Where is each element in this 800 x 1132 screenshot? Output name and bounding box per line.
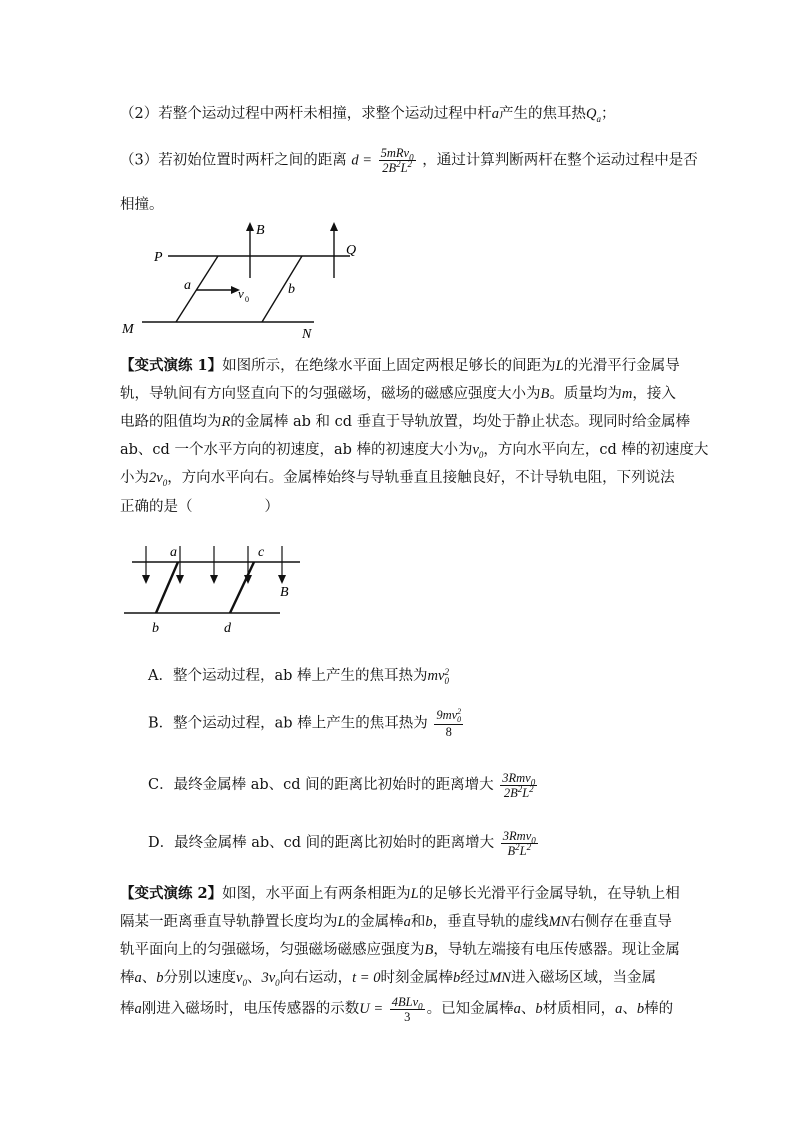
variant-1-line-1: 【变式演练 1】如图所示，在绝缘水平面上固定两根足够长的间距为L的光滑平行金属导 <box>120 357 680 374</box>
option-a[interactable]: A．整个运动过程，ab 棒上产生的焦耳热为mv 2 0 <box>148 666 449 686</box>
label-a: a <box>170 545 177 560</box>
variant-1-line-4: ab、cd 一个水平方向的初速度，ab 棒的初速度大小为$v_0$，方向水平向左，cd 棒的初速度大 <box>120 442 709 460</box>
option-b[interactable]: B．整个运动过程，ab 棒上产生的焦耳热为 9mv 2 0 8 <box>148 707 462 740</box>
question-3-continued: 相撞。 <box>120 197 164 213</box>
label-P: P <box>154 250 163 265</box>
figure-rails-diagram <box>118 218 378 348</box>
label-b: b <box>152 621 159 636</box>
rod-ab <box>156 562 178 613</box>
rod-cd <box>230 562 254 613</box>
variant-1-line-2: 轨，导轨间有方向竖直向下的匀强磁场，磁场的磁感应强度大小为B。质量均为m，接入 <box>120 386 676 402</box>
label-c: c <box>258 545 265 560</box>
variant-1-line-5: 小为$2v_0$，方向水平向右。金属棒始终与导轨垂直且接触良好，不计导轨电阻，下列说法 <box>120 470 675 488</box>
variant-1-line-3: 电路的阻值均为R的金属棒 ab 和 cd 垂直于导轨放置，均处于静止状态。现同时给金属棒 <box>120 414 691 430</box>
variant-1-line-6: 正确的是（ ） <box>120 499 279 515</box>
label-a: a <box>184 278 191 293</box>
label-N: N <box>302 327 312 342</box>
figure-rods-diagram <box>120 540 310 640</box>
label-B: B <box>280 585 289 600</box>
label-d: d <box>224 621 231 636</box>
variant-2-line-1: 【变式演练 2】如图，水平面上有两条相距为L的足够长光滑平行金属导轨，在导轨上相 <box>120 885 680 902</box>
variant-2-line-2: 隔某一距离垂直导轨静置长度均为L的金属棒a和b，垂直导轨的虚线MN右侧存在垂直导 <box>120 914 672 930</box>
distance-fraction: $\frac{5mRv_0}{2B^2L^2}$ <box>380 146 414 175</box>
label-M: M <box>122 322 134 337</box>
variant-2-line-5: 棒a刚进入磁场时，电压传感器的示数U = $\frac{4BLv_0}{3}$ 。已知金属棒a、b材质相同，a、b棒的 <box>120 994 674 1024</box>
variant-2-line-4: 棒a、b分别以速度$v_0$、$3v_0$向右运动，t = 0时刻金属棒b经过MN进入磁场区域，当金属 <box>120 970 656 988</box>
label-b: b <box>288 282 295 297</box>
variant-2-line-3: 轨平面向上的匀强磁场，匀强磁场磁感应强度为B，导轨左端接有电压传感器。现让金属 <box>120 942 680 958</box>
label-v: v <box>238 286 244 301</box>
option-c[interactable]: C．最终金属棒 ab、cd 间的距离比初始时的距离增大 $\frac{3Rmv_0}{2B^2L^2}$ <box>148 770 536 800</box>
question-2: （2）若整个运动过程中两杆未相撞，求整个运动过程中杆a产生的焦耳热$Q_a$； <box>120 106 616 124</box>
option-d[interactable]: D．最终金属棒 ab、cd 间的距离比初始时的距离增大 $\frac{3Rmv_0}{B^2L^2}$ <box>148 828 536 858</box>
label-Q: Q <box>346 243 357 258</box>
rod-b <box>262 256 302 322</box>
question-3: （3）若初始位置时两杆之间的距离 d = $\frac{5mRv_0}{2B^2L^2}$ ，通过计算判断两杆在整个运动过程中是否 <box>120 146 698 175</box>
label-v-sub: 0 <box>245 295 249 304</box>
label-B: B <box>256 223 265 238</box>
rod-a <box>176 256 218 322</box>
